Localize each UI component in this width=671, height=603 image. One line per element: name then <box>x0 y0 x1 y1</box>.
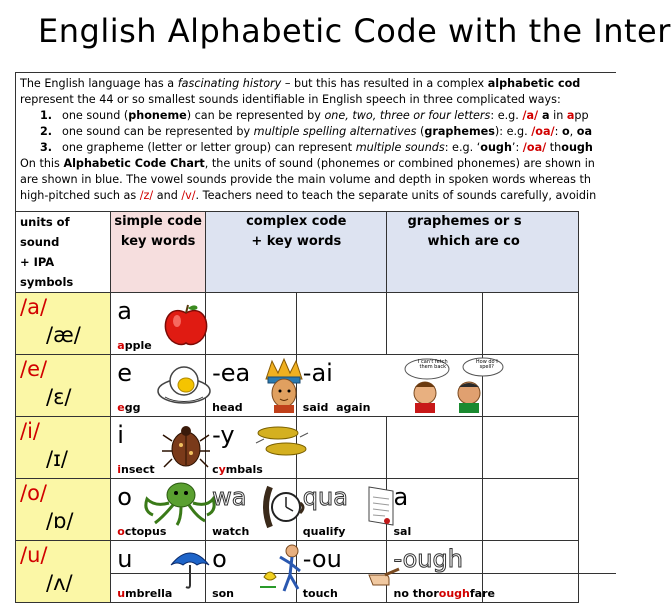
key-word: said again <box>302 401 371 414</box>
phoneme-label: /a/ <box>20 295 48 319</box>
grapheme: -ough <box>393 545 463 573</box>
grapheme: i <box>117 421 124 449</box>
intro-line-8: high-pitched such as /z/ and /v/. Teachers need to teach the separate units of sounds carefully, avoidin <box>20 189 597 202</box>
phoneme-label: /o/ <box>20 481 47 505</box>
complex-cell-a-3 <box>387 293 483 355</box>
key-word: octopus <box>117 525 167 538</box>
header-complex-code: complex code + key words <box>206 212 387 293</box>
speech-bubble-2: How do I spell? <box>475 359 498 370</box>
grapheme: u <box>117 545 133 573</box>
complex-cell-o-1 <box>206 479 297 541</box>
simple-cell-u <box>111 541 206 603</box>
apple-icon <box>161 303 211 347</box>
grapheme: -ea <box>212 359 251 387</box>
grapheme: e <box>117 359 133 387</box>
complex-cell-o-4 <box>483 479 579 541</box>
intro-point-1: 1. one sound (phoneme) can be represented by one, two, three or four letters: e.g. /a/ a in app <box>40 109 589 122</box>
ipa-symbol: /ɒ/ <box>46 509 74 533</box>
simple-cell-e <box>111 355 206 417</box>
key-word: apple <box>117 339 152 352</box>
simple-cell-i <box>111 417 206 479</box>
sound-cell-u <box>16 541 111 603</box>
complex-cell-i-3 <box>387 417 483 479</box>
header-simple-code: simple code key words <box>111 212 206 293</box>
key-word: no thoroughfare <box>393 587 495 600</box>
complex-cell-a-2 <box>296 293 387 355</box>
intro-line-6: On this Alphabetic Code Chart, the units of sound (phonemes or combined phonemes) are shown in <box>20 157 595 170</box>
ipa-symbol: /ɪ/ <box>46 447 68 471</box>
intro-point-2: 2. one sound can be represented by multiple spelling alternatives (graphemes): e.g. /oa/: o, oa <box>40 125 593 138</box>
key-word: sal <box>393 525 412 538</box>
key-word: touch <box>302 587 338 600</box>
complex-cell-e-4 <box>483 355 579 417</box>
key-word: son <box>212 587 235 600</box>
key-word: watch <box>212 525 250 538</box>
grapheme: -ai <box>302 359 333 387</box>
phoneme-label: /e/ <box>20 357 48 381</box>
intro-line-7: are shown in blue. The vowel sounds provide the main volume and depth in spoken words whereas th <box>20 173 591 186</box>
key-word: cymbals <box>212 463 263 476</box>
key-word: umbrella <box>117 587 173 600</box>
complex-cell-a-4 <box>483 293 579 355</box>
complex-cell-e-2 <box>296 355 498 417</box>
sound-cell-a <box>16 293 111 355</box>
key-word: qualify <box>302 525 346 538</box>
key-word: head <box>212 401 243 414</box>
ipa-symbol: /ɛ/ <box>46 385 72 409</box>
grapheme: qua <box>302 483 348 511</box>
complex-cell-i-4 <box>483 417 579 479</box>
phoneme-label: /u/ <box>20 543 48 567</box>
grapheme: o <box>117 483 132 511</box>
intro-point-3: 3. one grapheme (letter or letter group) can represent multiple sounds: e.g. ‘ough’: /oa/ though <box>40 141 593 154</box>
complex-cell-a-1 <box>206 293 297 355</box>
complex-cell-u-4 <box>483 541 579 603</box>
alphabetic-code-table <box>15 211 579 603</box>
speech-bubble-1: I can't fetch them back <box>417 359 448 370</box>
egg-icon <box>155 363 213 409</box>
grapheme: -y <box>212 421 235 449</box>
complex-cell-u-2 <box>296 541 387 603</box>
complex-cell-e-1 <box>206 355 297 417</box>
ipa-symbol: /æ/ <box>46 323 81 347</box>
sound-cell-e <box>16 355 111 417</box>
grapheme: a <box>393 483 409 511</box>
sound-cell-i <box>16 417 111 479</box>
chart-title: English Alphabetic Code with the Inter <box>38 12 671 50</box>
grapheme: wa <box>212 483 247 511</box>
complex-cell-o-3 <box>387 479 483 541</box>
simple-cell-a <box>111 293 206 355</box>
complex-cell-u-3 <box>387 541 495 603</box>
insect-icon <box>161 423 211 469</box>
complex-cell-o-2 <box>296 479 387 541</box>
ipa-symbol: /ʌ/ <box>46 571 73 595</box>
grapheme: a <box>117 297 132 325</box>
complex-cell-i-2 <box>296 417 387 479</box>
intro-line-2: represent the 44 or so smallest sounds identifiable in English speech in three complicated ways: <box>20 93 561 106</box>
complex-cell-i-1 <box>206 417 297 479</box>
header-units-of-sound: units of sound + IPA symbols <box>16 212 111 293</box>
key-word: insect <box>117 463 155 476</box>
grapheme: -ou <box>302 545 342 573</box>
complex-cell-u-1 <box>206 541 297 603</box>
grapheme: o <box>212 545 227 573</box>
simple-cell-o <box>111 479 206 541</box>
key-word: egg <box>117 401 141 414</box>
header-graphemes: graphemes or s which are co <box>387 212 579 293</box>
phoneme-label: /i/ <box>20 419 40 443</box>
sound-cell-o <box>16 479 111 541</box>
intro-text <box>20 76 620 204</box>
intro-line-1: The English language has a fascinating history – but this has resulted in a complex alphabetic cod <box>20 77 581 90</box>
